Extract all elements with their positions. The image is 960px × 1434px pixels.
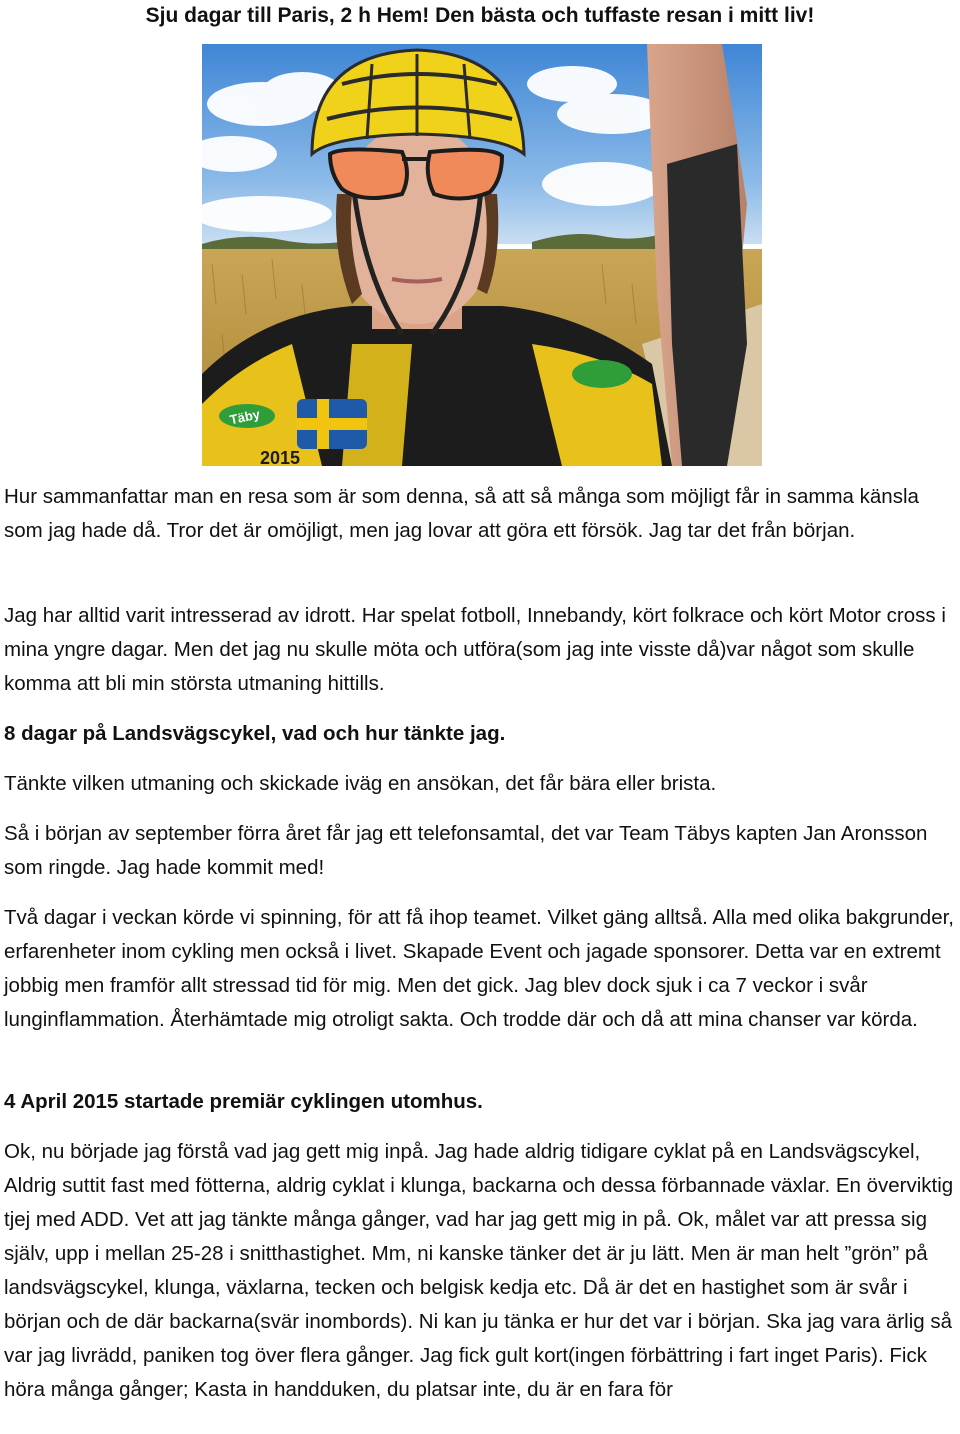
heading-premiar-cykling: 4 April 2015 startade premiär cyklingen utomhus.: [4, 1090, 483, 1113]
jersey-year-text: 2015: [260, 448, 301, 466]
paragraph-background: Jag har alltid varit intresserad av idrott. Har spelat fotboll, Innebandy, kört folkrace och kört Motor cross i mina yngre dagar. Men det jag nu skulle möta och utföra(som jag inte visste då)var något som skulle komma att bli min största utmaning hittills.: [4, 604, 946, 695]
swedish-flag-patch: [297, 399, 367, 449]
paragraph-application: Tänkte vilken utmaning och skickade iväg en ansökan, det får bära eller brista.: [4, 772, 717, 795]
cyclist-selfie-photo: [202, 44, 762, 466]
paragraph-phone-call: Så i början av september förra året får jag ett telefonsamtal, det var Team Täbys kapten Jan Aronsson som ringde. Jag hade kommit med!: [4, 822, 928, 879]
document-title: Sju dagar till Paris, 2 h Hem! Den bästa och tuffaste resan i mitt liv!: [145, 4, 815, 27]
jersey-team-text: Täby: [228, 406, 262, 428]
heading-landsvagscykel: 8 dagar på Landsvägscykel, vad och hur tänkte jag.: [4, 722, 506, 745]
paragraph-intro: Hur sammanfattar man en resa som är som denna, så att så många som möjligt får in samma känsla som jag hade då. Tror det är omöjligt, men jag lovar att göra ett försök. Jag tar det från början.: [4, 485, 919, 542]
paragraph-spinning: Två dagar i veckan körde vi spinning, för att få ihop teamet. Vilket gäng alltså. Alla med olika bakgrunder, erfarenheter inom cykling men också i livet. Skapade Event och jagade sponsorer. Detta var en extremt jobbig men framför allt stressad tid för mig. Men det gick. Jag blev dock sjuk i ca 7 veckor i svår lunginflammation. Återhämtade mig otroligt sakta. Och trodde där och då att mina chanser var körda.: [4, 906, 954, 1031]
paragraph-first-rides: Ok, nu började jag förstå vad jag gett mig inpå. Jag hade aldrig tidigare cyklat på en Landsvägscykel, Aldrig suttit fast med fötterna, aldrig cyklat i klunga, backarna och dessa förbannade växlar. En överviktig tjej med ADD. Vet att jag tänkte många gånger, vad har jag gett mig in på. Ok, målet var att pressa sig själv, upp i mellan 25-28 i snitthastighet. Mm, ni kanske tänker det är ju lätt. Men är man helt ”grön” på landsvägscykel, klunga, växlarna, tecken och belgisk kedja etc. Då är det en hastighet som är svår i början och de där backarna(svär inombords). Ni kan ju tänka er hur det var i början. Ska jag vara ärlig så var jag livrädd, paniken tog över flera gånger. Jag fick gult kort(ingen förbättring i fart inget Paris). Fick höra många gånger; Kasta in handduken, du platsar inte, du är en fara för: [4, 1140, 954, 1401]
